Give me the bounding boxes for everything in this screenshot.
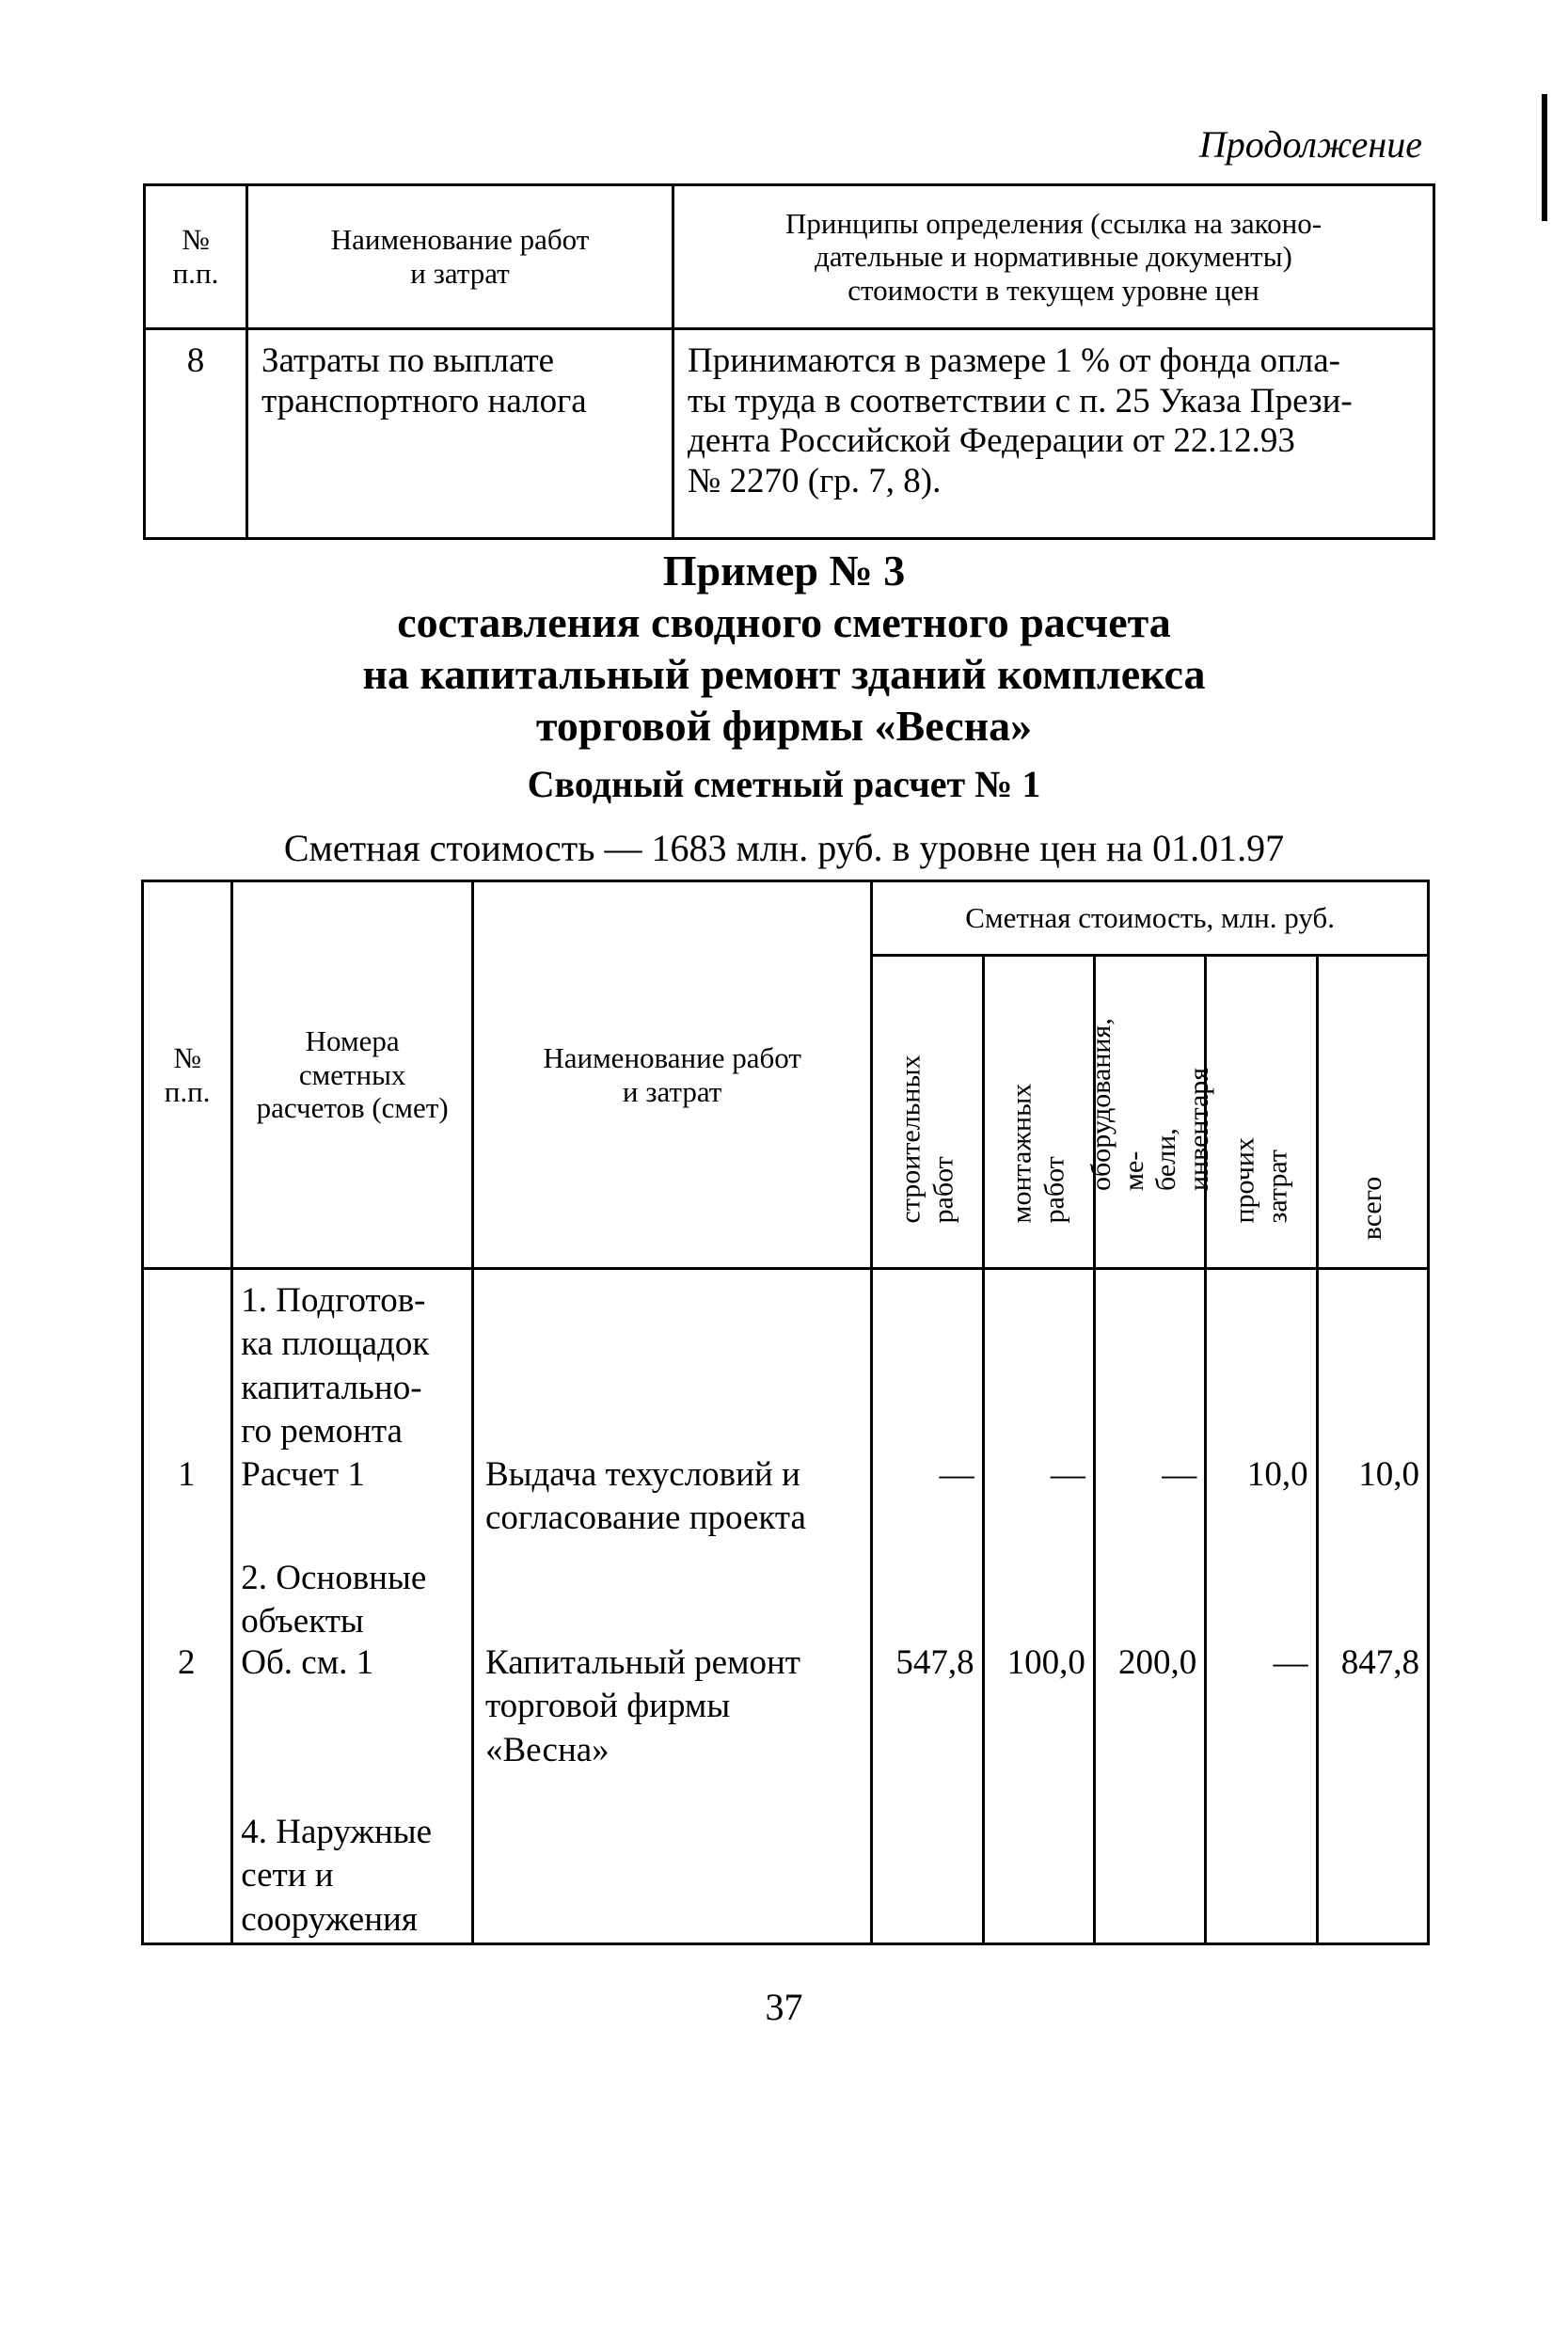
col-construction bbox=[872, 1269, 983, 1944]
row-name: Затраты по выплате транспортного налога bbox=[247, 329, 673, 539]
example-title bbox=[0, 546, 1568, 753]
col-total bbox=[1317, 1269, 1428, 1944]
header-rule: Принципы определения (ссылка на законо- дательные и нормативные документы) стоимости в текущем уровне цен bbox=[673, 185, 1434, 329]
value-cell: — bbox=[1162, 1455, 1197, 1494]
page-number: 37 bbox=[765, 1986, 803, 2028]
header-name: Наименование работ и затрат bbox=[473, 881, 872, 1269]
header-name: Наименование работ и затрат bbox=[247, 185, 673, 329]
row-num: 2 bbox=[178, 1643, 196, 1682]
header-col-equipment: оборудования, ме- бели, инвентаря bbox=[1094, 956, 1205, 1269]
value-cell: 200,0 bbox=[1118, 1643, 1197, 1682]
cost-line: Сметная стоимость — 1683 млн. руб. в уровне цен на 01.01.97 bbox=[283, 827, 1285, 869]
title-line: Пример № 3 bbox=[662, 547, 906, 595]
header-num: № п.п. bbox=[145, 185, 247, 329]
row-estimate: Об. см. 1 bbox=[241, 1643, 374, 1682]
example-subtitle: Сводный сметный расчет № 1 bbox=[527, 763, 1041, 805]
row-rule: Принимаются в размере 1 % от фонда опла- ты труда в соответствии с п. 25 Указа Прези- дента Российской Федерации от 22.12.93 № 2270 (гр. 7, 8). bbox=[673, 329, 1434, 539]
col-name bbox=[473, 1269, 872, 1944]
row-num: 1 bbox=[178, 1455, 196, 1494]
title-line: торговой фирмы «Весна» bbox=[535, 702, 1033, 750]
value-cell: 10,0 bbox=[1246, 1455, 1308, 1494]
continuation-label: Продолжение bbox=[1198, 123, 1422, 166]
title-line: на капитальный ремонт зданий комплекса bbox=[362, 650, 1206, 698]
table-row bbox=[145, 329, 1434, 539]
section-label: 1. Подготов- ка площадок капитально- го ремонта bbox=[241, 1281, 430, 1451]
col-estimates bbox=[232, 1269, 473, 1944]
header-estimates: Номера сметных расчетов (смет) bbox=[232, 881, 473, 1269]
header-col-installation: монтажных работ bbox=[983, 956, 1094, 1269]
header-col-other: прочих затрат bbox=[1206, 956, 1317, 1269]
col-equipment bbox=[1094, 1269, 1205, 1944]
table-header-row bbox=[143, 881, 1429, 956]
col-num bbox=[143, 1269, 232, 1944]
table-row bbox=[143, 1269, 1429, 1944]
header-cost-group: Сметная стоимость, млн. руб. bbox=[872, 881, 1429, 956]
table-header-row bbox=[145, 185, 1434, 329]
header-col-construction: строительных работ bbox=[872, 956, 983, 1269]
row-name: Капитальный ремонт торговой фирмы «Весна» bbox=[485, 1643, 800, 1769]
value-cell: 10,0 bbox=[1358, 1455, 1419, 1494]
title-line: составления сводного сметного расчета bbox=[397, 598, 1171, 646]
col-other bbox=[1206, 1269, 1317, 1944]
table-summary-estimate bbox=[141, 880, 1430, 1945]
value-cell: — bbox=[1273, 1643, 1308, 1682]
value-cell: — bbox=[939, 1455, 974, 1494]
col-installation bbox=[983, 1269, 1094, 1944]
row-estimate: Расчет 1 bbox=[241, 1455, 365, 1494]
margin-mark bbox=[1542, 94, 1547, 221]
value-cell: 547,8 bbox=[895, 1643, 974, 1682]
value-cell: 847,8 bbox=[1340, 1643, 1419, 1682]
section-label: 2. Основные объекты bbox=[241, 1559, 427, 1641]
table-principles bbox=[143, 183, 1435, 540]
header-col-total: всего bbox=[1317, 956, 1428, 1269]
section-label: 4. Наружные сети и сооружения bbox=[241, 1813, 433, 1939]
value-cell: 100,0 bbox=[1006, 1643, 1085, 1682]
header-num: № п.п. bbox=[143, 881, 232, 1269]
row-num: 8 bbox=[145, 329, 247, 539]
row-name: Выдача техусловий и согласование проекта bbox=[485, 1455, 806, 1538]
value-cell: — bbox=[1050, 1455, 1085, 1494]
